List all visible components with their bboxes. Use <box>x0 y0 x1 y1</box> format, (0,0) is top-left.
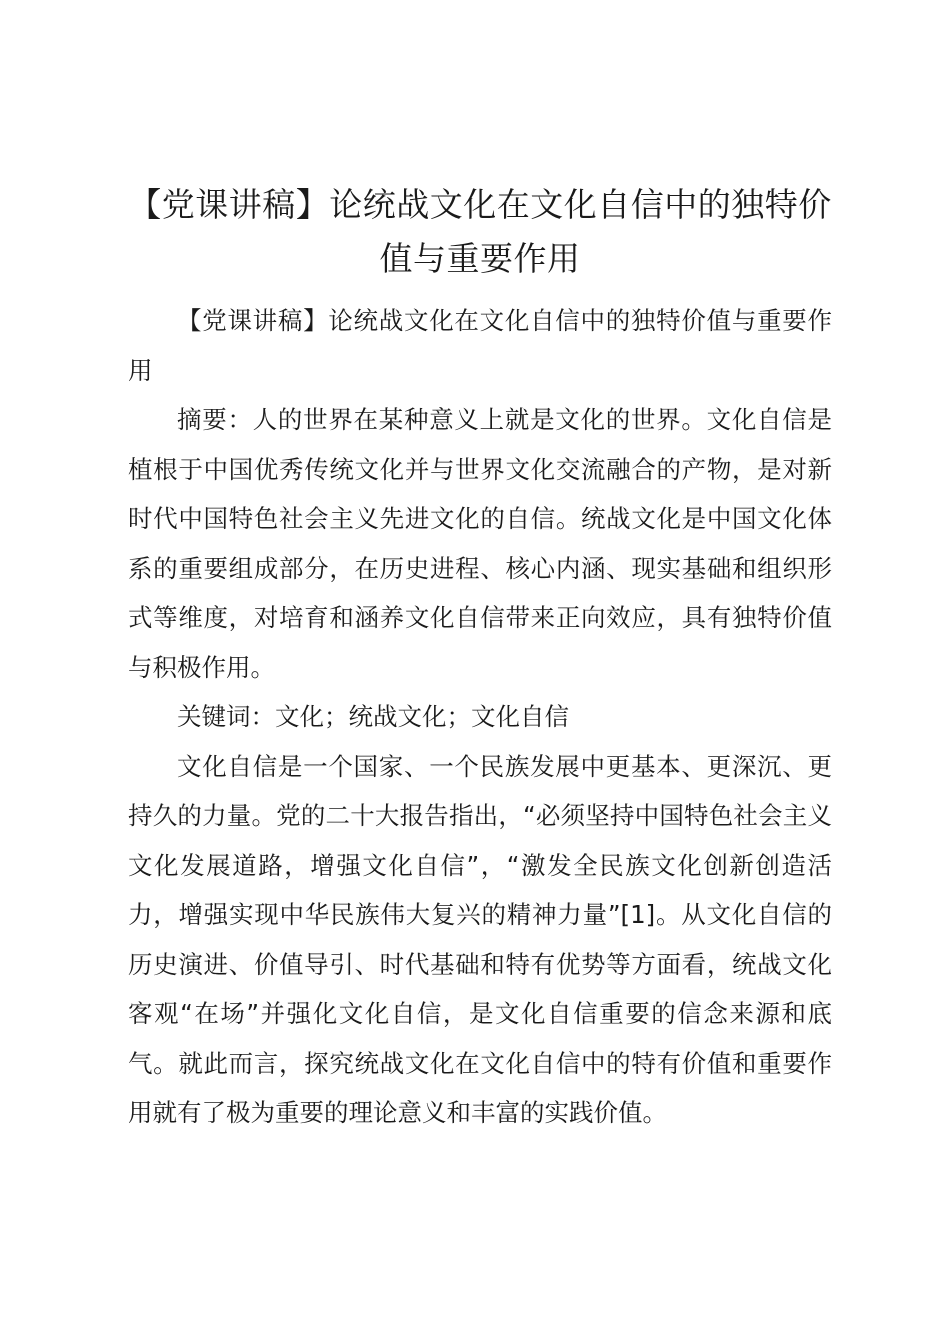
title-repeat-paragraph: 【党课讲稿】论统战文化在文化自信中的独特价值与重要作用 <box>128 306 832 385</box>
abstract-paragraph: 摘要：人的世界在某种意义上就是文化的世界。文化自信是植根于中国优秀传统文化并与世界文化交流融合的产物，是对新时代中国特色社会主义先进文化的自信。统战文化是中国文化体系的重要组成部分，在历史进程、核心内涵、现实基础和组织形式等维度，对培育和涵养文化自信带来正向效应，具有独特价值与积极作用。 <box>128 405 832 682</box>
keywords-paragraph: 关键词：文化；统战文化；文化自信 <box>177 702 569 731</box>
intro-paragraph: 文化自信是一个国家、一个民族发展中更基本、更深沉、更持久的力量。党的二十大报告指出，“必须坚持中国特色社会主义文化发展道路，增强文化自信”，“激发全民族文化创新创造活力，增强实现中华民族伟大复兴的精神力量”[1]。从文化自信的历史演进、价值导引、时代基础和特有优势等方面看，统战文化客观“在场”并强化文化自信，是文化自信重要的信念来源和底气。就此而言，探究统战文化在文化自信中的特有价值和重要作用就有了极为重要的理论意义和丰富的实践价值。 <box>128 751 832 1127</box>
document-page <box>128 178 832 1138</box>
document-title: 【党课讲稿】论统战文化在文化自信中的独特价值与重要作用 <box>128 185 832 278</box>
